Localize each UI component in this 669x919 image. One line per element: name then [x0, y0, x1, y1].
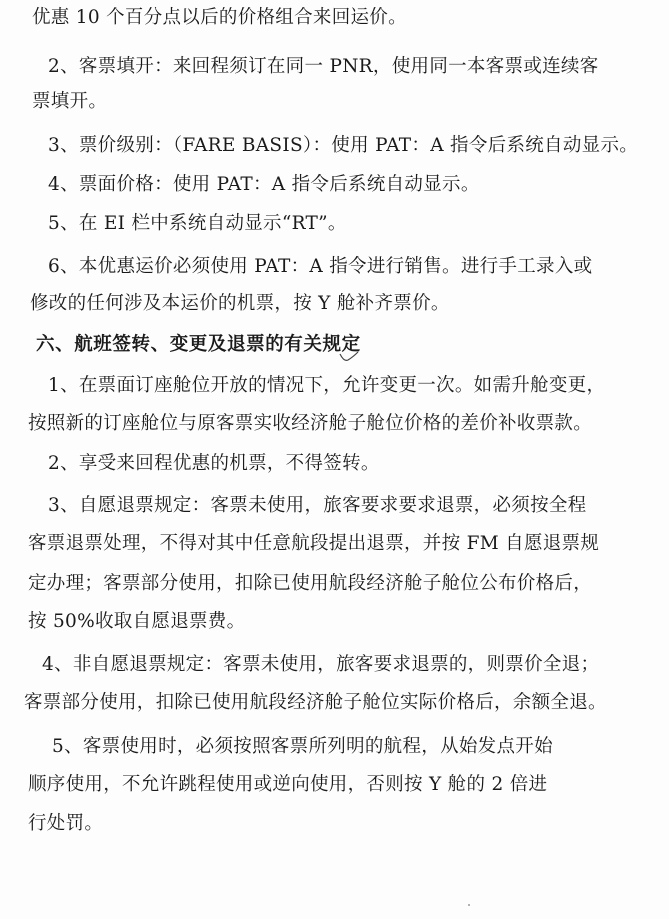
text-line-20: 行处罚。	[28, 813, 104, 834]
text-line-2: 2、客票填开：来回程须订在同一 PNR，使用同一本客票或连续客	[48, 56, 599, 77]
text-line-18: 5、客票使用时，必须按照客票所列明的航程，从始发点开始	[52, 736, 553, 757]
text-line-11: 2、享受来回程优惠的机票，不得签转。	[48, 453, 380, 474]
text-line-1: 优惠 10 个百分点以后的价格组合来回运价。	[32, 7, 407, 28]
text-line-15: 按 50%收取自愿退票费。	[28, 611, 246, 632]
section-heading: 六、航班签转、变更及退票的有关规定	[36, 334, 361, 355]
text-line-7: 6、本优惠运价必须使用 PAT：A 指令进行销售。进行手工录入或	[48, 256, 593, 277]
text-line-13: 客票退票处理，不得对其中任意航段提出退票，并按 FM 自愿退票规	[28, 533, 600, 554]
text-line-10: 按照新的订座舱位与原客票实收经济舱子舱位价格的差价补收票款。	[28, 413, 593, 434]
text-line-3: 票填开。	[32, 91, 108, 112]
text-line-8: 修改的任何涉及本运价的机票，按 Y 舱补齐票价。	[30, 293, 450, 314]
text-line-19: 顺序使用，不允许跳程使用或逆向使用，否则按 Y 舱的 2 倍进	[28, 774, 548, 795]
text-line-12: 3、自愿退票规定：客票未使用，旅客要求要求退票，必须按全程	[48, 495, 587, 516]
text-line-6: 5、在 EI 栏中系统自动显示“RT”。	[48, 213, 347, 234]
text-line-9: 1、在票面订座舱位开放的情况下，允许变更一次。如需升舱变更，	[48, 375, 606, 396]
text-line-17: 客票部分使用，扣除已使用航段经济舱子舱位实际价格后，余额全退。	[24, 692, 607, 713]
text-line-16: 4、非自愿退票规定：客票未使用，旅客要求退票的，则票价全退；	[42, 654, 600, 675]
pen-mark	[338, 351, 360, 365]
text-line-4: 3、票价级别：（FARE BASIS）：使用 PAT：A 指令后系统自动显示。	[48, 135, 639, 156]
text-line-5: 4、票面价格：使用 PAT：A 指令后系统自动显示。	[48, 174, 480, 195]
text-line-14: 定办理；客票部分使用，扣除已使用航段经济舱子舱位公布价格后，	[28, 573, 593, 594]
scan-speck	[468, 904, 470, 906]
